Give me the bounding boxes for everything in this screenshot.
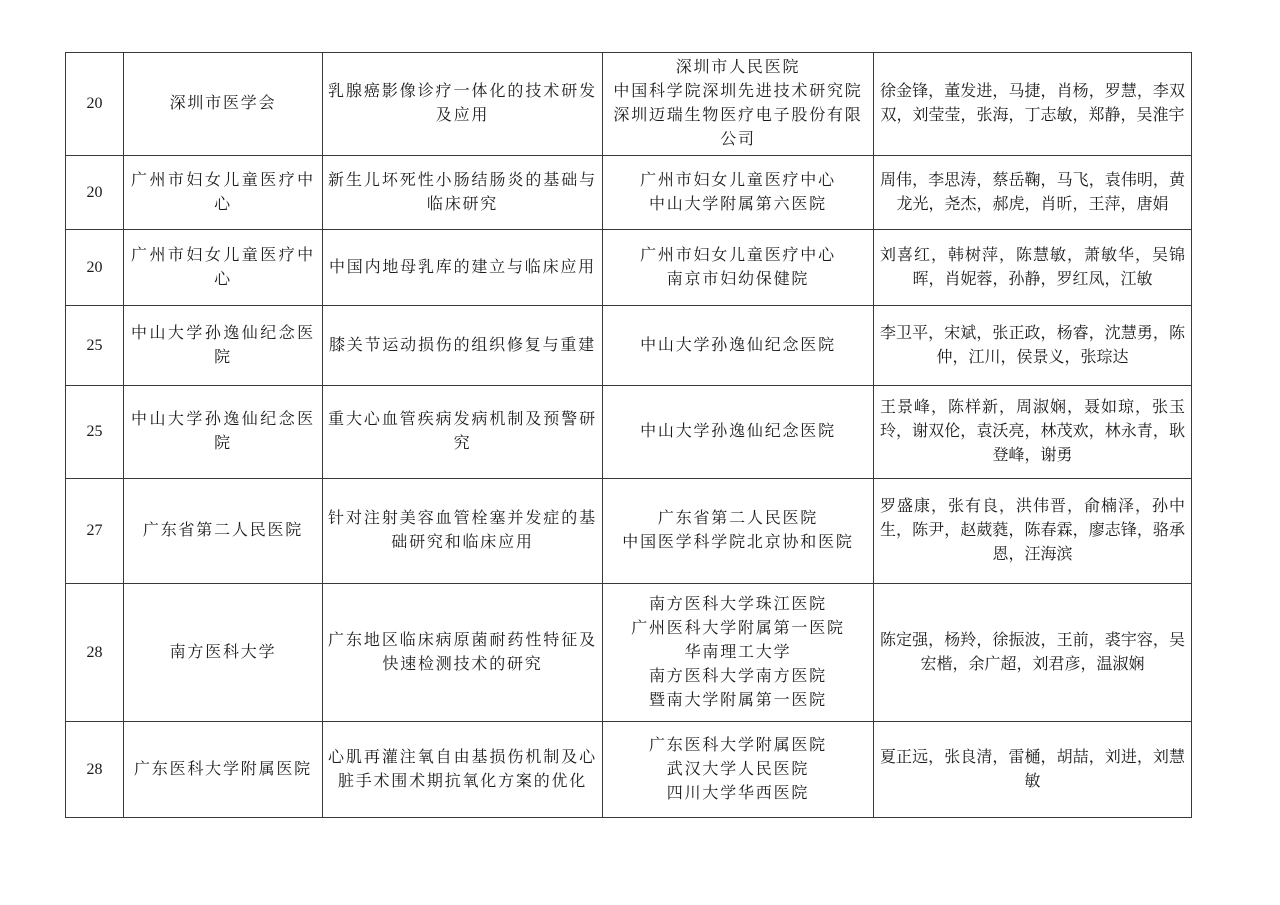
table-row xyxy=(66,306,1192,386)
organization-cell: 广东医科大学附属医院 xyxy=(124,722,323,818)
organization-cell: 深圳市医学会 xyxy=(124,53,323,156)
unit-name: 中国医学科学院北京协和医院 xyxy=(622,534,854,551)
unit-name: 广州市妇女儿童医疗中心 xyxy=(640,171,836,189)
persons-cell: 罗盛康，张有良，洪伟晋，俞楠泽，孙中生，陈尹，赵葳蕤，陈春霖，廖志锋，骆承恩，汪海滨 xyxy=(874,479,1192,584)
unit-name: 广东省第二人民医院 xyxy=(657,510,819,527)
unit-name: 华南理工大学 xyxy=(684,643,792,661)
rank-cell: 28 xyxy=(66,584,124,722)
table-row xyxy=(66,156,1192,230)
units-cell xyxy=(603,479,874,584)
award-table xyxy=(65,52,1192,818)
project-cell: 新生儿坏死性小肠结肠炎的基础与临床研究 xyxy=(323,156,603,230)
organization-cell: 中山大学孙逸仙纪念医院 xyxy=(124,386,323,479)
table-row xyxy=(66,53,1192,156)
organization-cell: 中山大学孙逸仙纪念医院 xyxy=(124,306,323,386)
project-cell: 乳腺癌影像诊疗一体化的技术研发及应用 xyxy=(323,53,603,156)
unit-name: 广州市妇女儿童医疗中心 xyxy=(640,246,836,264)
unit-name: 武汉大学人民医院 xyxy=(666,760,810,778)
rank-cell: 20 xyxy=(66,156,124,230)
organization-cell: 广州市妇女儿童医疗中心 xyxy=(124,230,323,306)
table-row xyxy=(66,479,1192,584)
persons-cell: 陈定强，杨羚，徐振波，王前，裘宇容，吴宏楷，余广超，刘君彦，温淑娴 xyxy=(874,584,1192,722)
table-row xyxy=(66,584,1192,722)
unit-name: 中山大学孙逸仙纪念医院 xyxy=(640,336,836,354)
rank-cell: 27 xyxy=(66,479,124,584)
units-cell xyxy=(603,386,874,479)
units-cell xyxy=(603,306,874,386)
unit-name: 广东医科大学附属医院 xyxy=(648,736,827,754)
units-cell xyxy=(603,584,874,722)
organization-cell: 广州市妇女儿童医疗中心 xyxy=(124,156,323,230)
persons-cell: 周伟，李思涛，蔡岳鞠，马飞，袁伟明，黄龙光，尧杰，郝虎，肖昕，王萍，唐娟 xyxy=(874,156,1192,230)
unit-name: 南京市妇幼保健院 xyxy=(666,270,810,288)
units-cell xyxy=(603,722,874,818)
project-cell: 膝关节运动损伤的组织修复与重建 xyxy=(323,306,603,386)
organization-cell: 南方医科大学 xyxy=(124,584,323,722)
unit-name: 广州医科大学附属第一医院 xyxy=(631,619,845,637)
rank-cell: 20 xyxy=(66,230,124,306)
organization-cell: 广东省第二人民医院 xyxy=(124,479,323,584)
project-cell: 广东地区临床病原菌耐药性特征及快速检测技术的研究 xyxy=(323,584,603,722)
unit-name: 南方医科大学南方医院 xyxy=(648,667,827,685)
table-row xyxy=(66,386,1192,479)
units-cell xyxy=(603,53,874,156)
rank-cell: 25 xyxy=(66,386,124,479)
persons-cell: 王景峰，陈样新，周淑娴，聂如琼，张玉玲，谢双伦，袁沃亮，林茂欢，林永青，耿登峰，谢勇 xyxy=(874,386,1192,479)
unit-name: 中山大学附属第六医院 xyxy=(648,195,827,213)
unit-name: 深圳市人民医院 xyxy=(675,59,801,76)
persons-cell: 刘喜红，韩树萍，陈慧敏，萧敏华，吴锦晖，肖妮蓉，孙静，罗红凤，江敏 xyxy=(874,230,1192,306)
project-cell: 重大心血管疾病发病机制及预警研究 xyxy=(323,386,603,479)
unit-name: 暨南大学附属第一医院 xyxy=(648,691,827,709)
unit-name: 中山大学孙逸仙纪念医院 xyxy=(640,423,836,440)
rank-cell: 20 xyxy=(66,53,124,156)
unit-name: 深圳迈瑞生物医疗电子股份有限公司 xyxy=(613,107,863,148)
project-cell: 心肌再灌注氧自由基损伤机制及心脏手术围术期抗氧化方案的优化 xyxy=(323,722,603,818)
persons-cell: 夏正远，张良清，雷樋，胡喆，刘进，刘慧敏 xyxy=(874,722,1192,818)
rank-cell: 25 xyxy=(66,306,124,386)
project-cell: 中国内地母乳库的建立与临床应用 xyxy=(323,230,603,306)
unit-name: 中国科学院深圳先进技术研究院 xyxy=(613,83,863,100)
table-row xyxy=(66,722,1192,818)
table-row xyxy=(66,230,1192,306)
units-cell xyxy=(603,156,874,230)
rank-cell: 28 xyxy=(66,722,124,818)
persons-cell: 徐金锋，董发进，马捷，肖杨，罗慧，李双双，刘莹莹，张海，丁志敏，郑静，吴淮宇 xyxy=(874,53,1192,156)
units-cell xyxy=(603,230,874,306)
unit-name: 南方医科大学珠江医院 xyxy=(648,595,827,613)
unit-name: 四川大学华西医院 xyxy=(666,784,810,802)
project-cell: 针对注射美容血管栓塞并发症的基础研究和临床应用 xyxy=(323,479,603,584)
persons-cell: 李卫平，宋斌，张正政，杨睿，沈慧勇，陈仲，江川，侯景义，张琮达 xyxy=(874,306,1192,386)
